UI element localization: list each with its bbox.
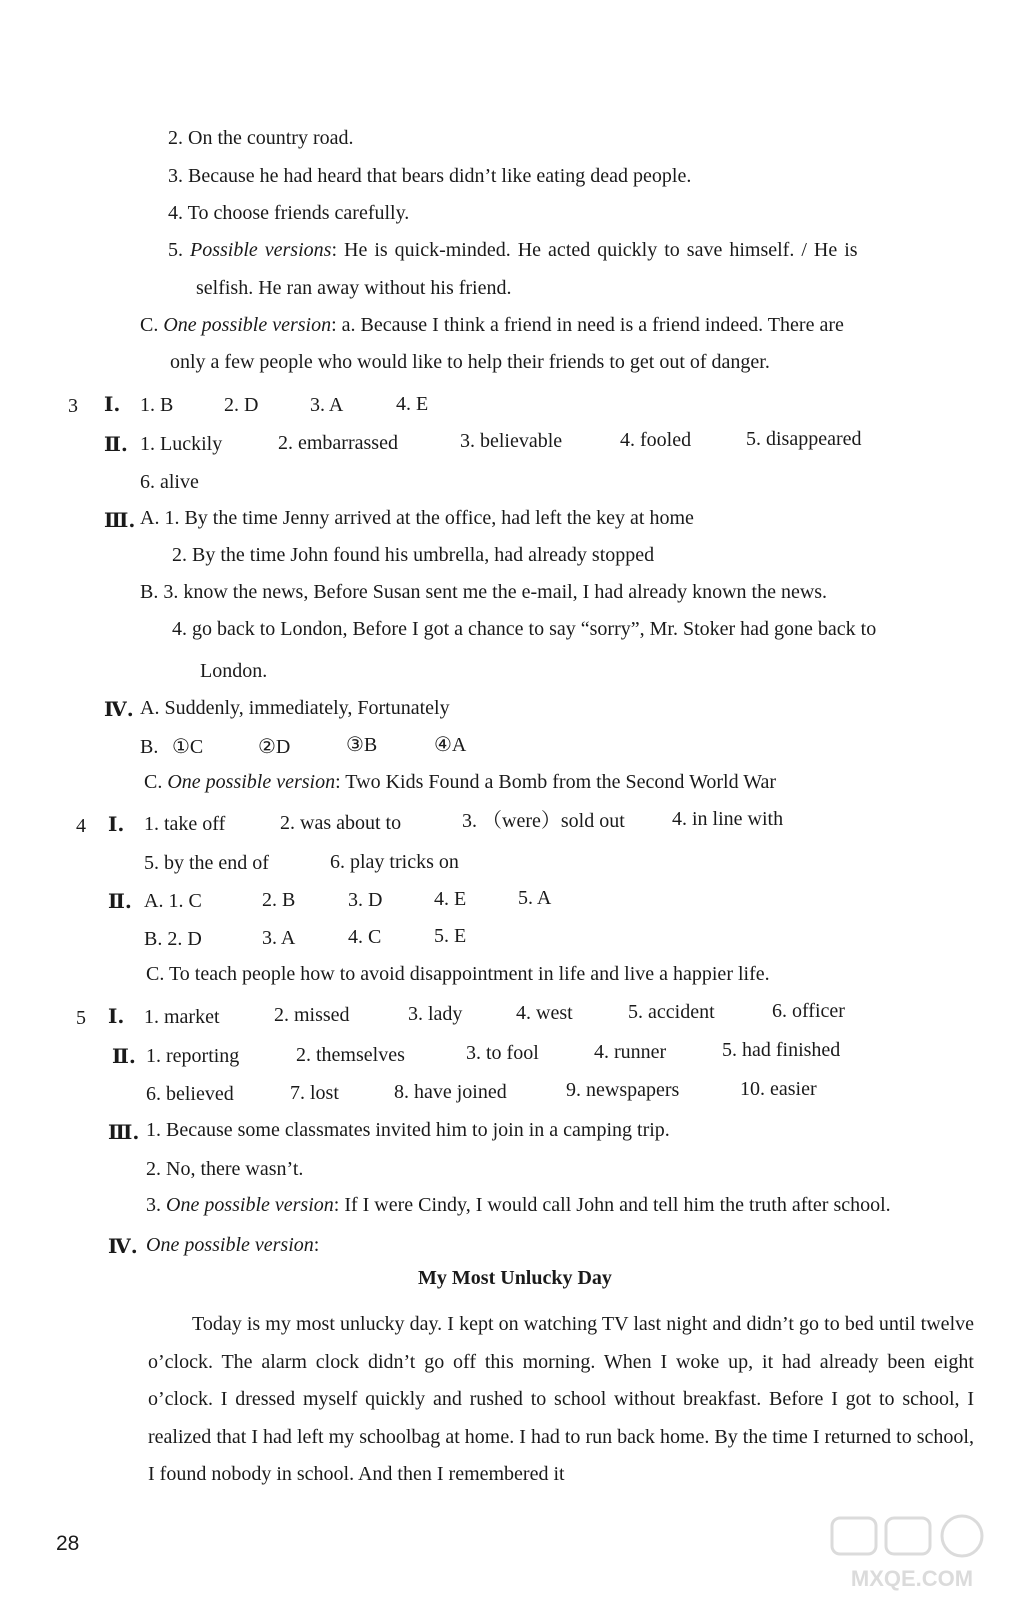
c-text: : a. Because I think a friend in need is a friend indeed. There are	[331, 314, 844, 336]
section-3-I-roman: Ⅰ.	[104, 392, 121, 416]
s3-II-item: 5. disappeared	[746, 428, 862, 450]
b5-text: : He is quick-minded. He acted quickly to save himself. / He is	[331, 239, 858, 261]
s3-IV-b-prefix: B.	[140, 736, 159, 758]
section-4-I-roman: Ⅰ.	[108, 812, 125, 836]
s5-III-l1: 1. Because some classmates invited him to join in a camping trip.	[146, 1119, 670, 1141]
s3-I-item: 1. B	[140, 394, 174, 416]
b5-num: 5.	[168, 239, 183, 261]
line-2-c	[140, 313, 844, 337]
s5-II-item: 6. believed	[146, 1083, 234, 1105]
s5-II-item: 9. newspapers	[566, 1079, 680, 1101]
s4-II-a-item: 2. B	[262, 889, 296, 911]
line-2-c-cont: only a few people who would like to help their friends to get out of danger.	[170, 351, 770, 373]
b5-label: Possible versions	[190, 239, 332, 261]
s5-III-l3-num: 3.	[146, 1194, 161, 1216]
s3-I-item: 3. A	[310, 394, 344, 416]
section-3-III-roman: Ⅲ.	[104, 508, 136, 532]
line-2-b2: 2. On the country road.	[168, 127, 354, 149]
section-3-IV-roman: Ⅳ.	[104, 697, 134, 721]
section-5-III-roman: Ⅲ.	[108, 1120, 140, 1144]
s4-I-item: 3. （were）sold out	[462, 810, 625, 832]
section-5-number: 5	[76, 1007, 86, 1029]
s4-II-a-item: A. 1. C	[144, 890, 202, 912]
page-number: 28	[56, 1532, 80, 1555]
s3-IV-b-item: ④A	[434, 734, 467, 756]
s3-III-b3: B. 3. know the news, Before Susan sent me the e-mail, I had already known the news.	[140, 581, 828, 603]
s5-IV-label: One possible version	[146, 1234, 314, 1256]
s5-I-item: 5. accident	[628, 1001, 715, 1023]
s4-I-item: 2. was about to	[280, 812, 402, 834]
section-5-IV-roman: Ⅳ.	[108, 1234, 138, 1258]
s5-II-item: 7. lost	[290, 1082, 339, 1104]
section-5-I-roman: Ⅰ.	[108, 1004, 125, 1028]
s5-IV-colon: :	[313, 1234, 320, 1256]
s3-III-a2: 2. By the time John found his umbrella, had already stopped	[172, 544, 655, 566]
s4-II-b-item: 3. A	[262, 927, 296, 949]
s4-II-b-item: B. 2. D	[144, 928, 202, 950]
s4-II-a-item: 4. E	[434, 888, 467, 910]
s4-I-cont: 6. play tricks on	[330, 851, 459, 873]
line-2-b4: 4. To choose friends carefully.	[168, 202, 410, 224]
section-4-II-roman: Ⅱ.	[108, 889, 132, 913]
s4-II-a-item: 5. A	[518, 887, 552, 909]
essay-paragraph	[148, 1306, 974, 1494]
s3-II-item: 1. Luckily	[140, 433, 223, 455]
s4-II-c: C. To teach people how to avoid disappointment in life and live a happier life.	[146, 963, 770, 985]
watermark-logo	[822, 1512, 1002, 1592]
s3-IV-c-label: One possible version	[167, 771, 336, 793]
s5-I-item: 2. missed	[274, 1004, 350, 1026]
s3-IV-c	[144, 770, 776, 794]
s3-IV-c-prefix: C.	[144, 771, 163, 793]
s3-III-b4: 4. go back to London, Before I got a chance to say “sorry”, Mr. Stoker had gone back to	[172, 618, 877, 640]
s5-III-l3-label: One possible version	[166, 1194, 334, 1216]
s3-I-item: 4. E	[396, 393, 429, 415]
s5-II-item: 4. runner	[594, 1041, 667, 1063]
s5-I-item: 3. lady	[408, 1003, 463, 1025]
s5-II-item: 10. easier	[740, 1078, 817, 1100]
section-4-number: 4	[76, 815, 86, 837]
s4-II-b-item: 4. C	[348, 926, 382, 948]
c-label: One possible version	[163, 314, 332, 336]
c-prefix: C.	[140, 314, 159, 336]
s3-IV-b-item: ②D	[258, 736, 291, 758]
s4-II-a-item: 3. D	[348, 889, 383, 911]
line-2-b3: 3. Because he had heard that bears didn’t like eating dead people.	[168, 165, 692, 187]
s5-III-l2: 2. No, there wasn’t.	[146, 1158, 304, 1180]
essay-text: Today is my most unlucky day. I kept on watching TV last night and didn’t go to bed until twelve o’clock. The alarm clock didn’t go off this morning. When I woke up, it had already been eight o’clock. I dressed myself quickly and rushed to school without breakfast. Before I got to school, I realized that I had left my schoolbag at home. I had to run back home. By the time I returned to school, I found nobody in school. And then I remembered it	[148, 1313, 974, 1485]
s5-I-item: 4. west	[516, 1002, 573, 1024]
s3-IV-b-item: ①C	[172, 736, 204, 758]
s4-I-item: 4. in line with	[672, 808, 784, 830]
section-5-II-roman: Ⅱ.	[112, 1044, 136, 1068]
watermark-text: MXQE.COM	[850, 1566, 974, 1591]
s3-II-item: 4. fooled	[620, 429, 692, 451]
s5-I-item: 1. market	[144, 1006, 220, 1028]
s4-I-cont: 5. by the end of	[144, 852, 269, 874]
s3-IV-a: A. Suddenly, immediately, Fortunately	[140, 697, 450, 719]
s3-II-item: 3. believable	[460, 430, 563, 452]
s4-I-item: 1. take off	[144, 813, 226, 835]
section-3-II-roman: Ⅱ.	[104, 432, 128, 456]
s3-I-item: 2. D	[224, 394, 259, 416]
s5-IV-label-line	[146, 1233, 319, 1257]
s3-IV-c-text: : Two Kids Found a Bomb from the Second World War	[335, 771, 777, 793]
s5-II-item: 5. had finished	[722, 1039, 841, 1061]
s5-II-item: 1. reporting	[146, 1045, 240, 1067]
s4-II-b-item: 5. E	[434, 925, 467, 947]
section-3-number: 3	[68, 395, 78, 417]
s5-I-item: 6. officer	[772, 1000, 845, 1022]
s3-III-a1: A. 1. By the time Jenny arrived at the office, had left the key at home	[140, 507, 694, 529]
s3-IV-b-item: ③B	[346, 734, 378, 756]
s5-III-l3	[146, 1193, 891, 1217]
s5-III-l3-text: : If I were Cindy, I would call John and tell him the truth after school.	[333, 1194, 891, 1216]
line-2-b5-cont: selfish. He ran away without his friend.	[196, 277, 512, 299]
s5-II-item: 2. themselves	[296, 1044, 405, 1066]
s3-II-cont: 6. alive	[140, 471, 199, 493]
s5-II-item: 8. have joined	[394, 1081, 507, 1103]
s5-II-item: 3. to fool	[466, 1042, 539, 1064]
s3-II-item: 2. embarrassed	[278, 432, 398, 454]
line-2-b5	[168, 238, 858, 262]
essay-title: My Most Unlucky Day	[418, 1267, 612, 1289]
s3-III-b4-cont: London.	[200, 660, 268, 682]
